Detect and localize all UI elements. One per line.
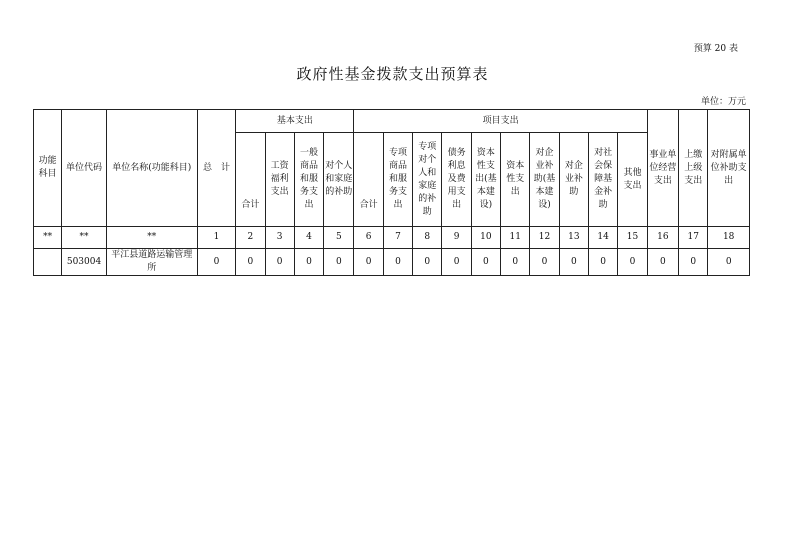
header-proj-enterprise: 对企业补助 <box>559 133 588 227</box>
header-basic-subtotal: 合计 <box>236 133 265 227</box>
index-cell: 1 <box>197 227 235 249</box>
value-cell: 0 <box>679 249 708 276</box>
header-project-group: 项目支出 <box>354 110 647 133</box>
index-cell: 7 <box>383 227 412 249</box>
value-cell: 0 <box>354 249 383 276</box>
value-cell: 0 <box>197 249 235 276</box>
header-unit-name: 单位名称(功能科目) <box>106 110 197 227</box>
index-cell: ** <box>106 227 197 249</box>
value-cell: 0 <box>501 249 530 276</box>
index-cell: 15 <box>618 227 647 249</box>
index-cell: 3 <box>265 227 294 249</box>
value-cell: 0 <box>647 249 678 276</box>
index-cell: 2 <box>236 227 265 249</box>
index-cell: 16 <box>647 227 678 249</box>
index-cell: 14 <box>588 227 617 249</box>
index-cell: 8 <box>413 227 442 249</box>
value-cell: 0 <box>413 249 442 276</box>
index-cell: 4 <box>294 227 323 249</box>
header-proj-subtotal: 合计 <box>354 133 383 227</box>
header-basic-group: 基本支出 <box>236 110 354 133</box>
value-cell: 0 <box>442 249 471 276</box>
index-cell: 11 <box>501 227 530 249</box>
index-cell: ** <box>62 227 106 249</box>
index-cell: 10 <box>471 227 500 249</box>
value-cell: 0 <box>383 249 412 276</box>
header-basic-goods: 一般商品和服务支出 <box>294 133 323 227</box>
index-cell: 17 <box>679 227 708 249</box>
header-remit-upper: 上缴上级支出 <box>679 110 708 227</box>
value-cell: 0 <box>708 249 750 276</box>
value-cell: 0 <box>236 249 265 276</box>
value-cell: 0 <box>530 249 559 276</box>
header-unit-code: 单位代码 <box>62 110 106 227</box>
index-cell: 6 <box>354 227 383 249</box>
index-cell: 13 <box>559 227 588 249</box>
page-title: 政府性基金拨款支出预算表 <box>296 65 489 83</box>
header-proj-social: 对社会保障基金补助 <box>588 133 617 227</box>
header-proj-capital-base: 资本性支出(基本建设) <box>471 133 500 227</box>
budget-table <box>33 109 750 276</box>
header-business-ops: 事业单位经营支出 <box>647 110 678 227</box>
unit-label: 单位：万元 <box>700 97 746 107</box>
value-cell: 0 <box>294 249 323 276</box>
header-affiliated-subsidy: 对附属单位补助支出 <box>708 110 750 227</box>
index-cell: 18 <box>708 227 750 249</box>
index-cell: 9 <box>442 227 471 249</box>
value-cell: 0 <box>324 249 354 276</box>
header-basic-wage: 工资福利支出 <box>265 133 294 227</box>
index-cell: 5 <box>324 227 354 249</box>
table-number-label: 预算 20 表 <box>693 44 738 54</box>
header-total: 总 计 <box>197 110 235 227</box>
unit-code-cell: 503004 <box>62 249 106 276</box>
index-row <box>34 227 750 249</box>
index-cell: ** <box>34 227 62 249</box>
value-cell: 0 <box>618 249 647 276</box>
index-cell: 12 <box>530 227 559 249</box>
unit-name-cell: 平江县道路运输管理所 <box>106 249 197 276</box>
value-cell: 0 <box>471 249 500 276</box>
table-row <box>34 249 750 276</box>
value-cell: 0 <box>559 249 588 276</box>
header-proj-capital: 资本性支出 <box>501 133 530 227</box>
header-proj-enterprise-base: 对企业补助(基本建设) <box>530 133 559 227</box>
header-proj-other: 其他支出 <box>618 133 647 227</box>
header-proj-goods: 专项商品和服务支出 <box>383 133 412 227</box>
header-proj-personal: 专项对个人和家庭的补助 <box>413 133 442 227</box>
func-subject-cell <box>34 249 62 276</box>
value-cell: 0 <box>588 249 617 276</box>
header-func-subject: 功能科目 <box>34 110 62 227</box>
header-basic-personal: 对个人和家庭的补助 <box>324 133 354 227</box>
header-proj-debt: 债务利息及费用支出 <box>442 133 471 227</box>
value-cell: 0 <box>265 249 294 276</box>
